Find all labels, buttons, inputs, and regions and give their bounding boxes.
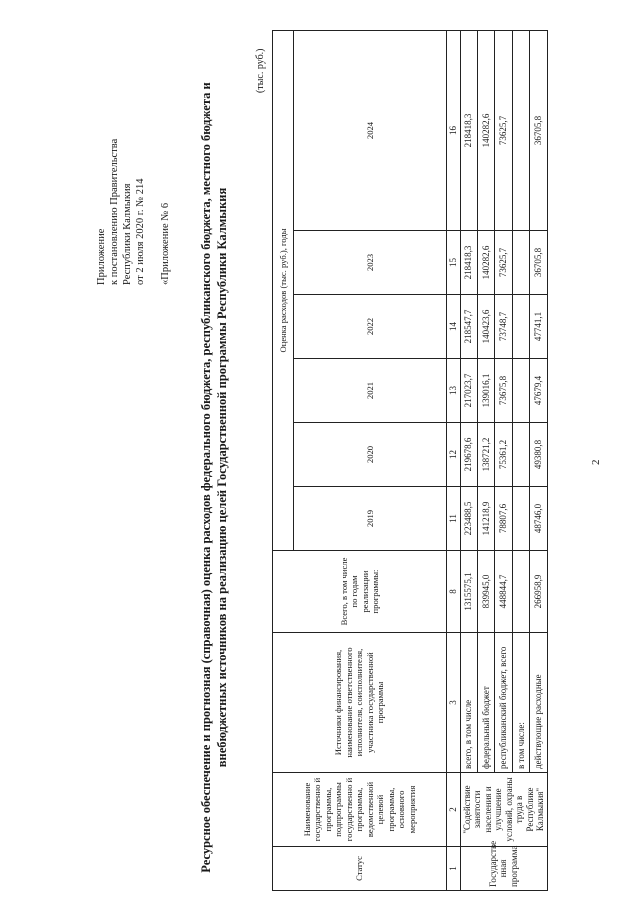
appendix-reference: «Приложение № 6 (160, 202, 171, 285)
status-cell: Государстве нная программа (460, 847, 547, 891)
value-cell: 36705,8 (530, 231, 547, 295)
value-cell: 139016,1 (477, 359, 494, 423)
total-cell (512, 551, 529, 633)
value-cell: 49380,8 (530, 423, 547, 487)
appendix-line: от 2 июля 2020 г. № 214 (135, 178, 146, 285)
value-cell: 138721,2 (477, 423, 494, 487)
source-cell: федеральный бюджет (477, 633, 494, 773)
source-cell: в том числе: (512, 633, 529, 773)
header-years-group: Оценка расходов (тыс. руб.), годы (273, 30, 294, 550)
appendix-line: к постановлению Правительства (109, 138, 120, 285)
source-cell: всего, в том числе (460, 633, 477, 773)
table-row (477, 30, 494, 890)
value-cell: 73625,7 (495, 30, 512, 230)
appendix-block (95, 139, 172, 285)
value-cell: 73625,7 (495, 231, 512, 295)
value-cell: 140423,6 (477, 295, 494, 359)
value-cell: 141218,9 (477, 487, 494, 551)
page-number: 2 (590, 459, 602, 465)
column-number: 15 (447, 231, 461, 295)
table-row (530, 30, 547, 890)
value-cell: 140282,6 (477, 231, 494, 295)
value-cell: 223488,5 (460, 487, 477, 551)
column-number-row (447, 30, 461, 890)
value-cell: 218418,3 (460, 30, 477, 230)
header-year: 2019 (294, 487, 447, 551)
header-year: 2022 (294, 295, 447, 359)
column-number: 11 (447, 487, 461, 551)
budget-table (272, 30, 548, 891)
value-cell: 218418,3 (460, 231, 477, 295)
unit-label: (тыс. руб.) (255, 48, 266, 93)
header-total: Всего, в том числе по годам реализации программы: (273, 551, 447, 633)
appendix-line: Республики Калмыкия (122, 183, 133, 285)
header-year: 2020 (294, 423, 447, 487)
column-number: 2 (447, 773, 461, 847)
source-cell: республиканский бюджет, всего (495, 633, 512, 773)
column-number: 1 (447, 847, 461, 891)
value-cell: 75361,2 (495, 423, 512, 487)
total-cell: 1315575,1 (460, 551, 477, 633)
column-number: 14 (447, 295, 461, 359)
value-cell: 47741,1 (530, 295, 547, 359)
header-row (273, 30, 294, 890)
header-year: 2023 (294, 231, 447, 295)
table-row (512, 30, 529, 890)
total-cell: 266958,9 (530, 551, 547, 633)
value-cell: 217023,7 (460, 359, 477, 423)
value-cell (512, 30, 529, 230)
table-row (460, 30, 477, 890)
header-source: Источники финансирования, наименование ответственного исполнителя, соисполнителя, участника государственной программы (273, 633, 447, 773)
value-cell (512, 295, 529, 359)
value-cell: 36705,8 (530, 30, 547, 230)
document-title: Ресурсное обеспечение и прогнозная (справочная) оценка расходов федерального бюджета, республиканского бюджета, местного бюджета и внебюджетных источников на реализацию целей Государственной программы Республики Калмыкия (199, 82, 229, 873)
source-cell: действующие расходные (530, 633, 547, 773)
appendix-line: Приложение (96, 228, 107, 285)
value-cell: 73748,7 (495, 295, 512, 359)
column-number: 8 (447, 551, 461, 633)
total-cell: 448844,7 (495, 551, 512, 633)
program-name-cell: "Содействие занятости населения и улучшение условий, охраны труда в Республике Калмыкия" (460, 773, 547, 847)
value-cell: 218547,7 (460, 295, 477, 359)
value-cell: 78807,6 (495, 487, 512, 551)
value-cell: 47679,4 (530, 359, 547, 423)
column-number: 16 (447, 30, 461, 230)
header-year: 2021 (294, 359, 447, 423)
value-cell (512, 423, 529, 487)
column-number: 13 (447, 359, 461, 423)
header-status: Статус (273, 847, 447, 891)
value-cell (512, 487, 529, 551)
table-row (495, 30, 512, 890)
header-year: 2024 (294, 30, 447, 230)
header-name: Наименование государственно й программы, подпрограммы государственно й программы, ведомственной целевой программы, основного мероприятия (273, 773, 447, 847)
column-number: 3 (447, 633, 461, 773)
value-cell (512, 231, 529, 295)
value-cell (512, 359, 529, 423)
value-cell: 48746,0 (530, 487, 547, 551)
total-cell: 839945,0 (477, 551, 494, 633)
column-number: 12 (447, 423, 461, 487)
value-cell: 219678,6 (460, 423, 477, 487)
value-cell: 140282,6 (477, 30, 494, 230)
value-cell: 73675,8 (495, 359, 512, 423)
